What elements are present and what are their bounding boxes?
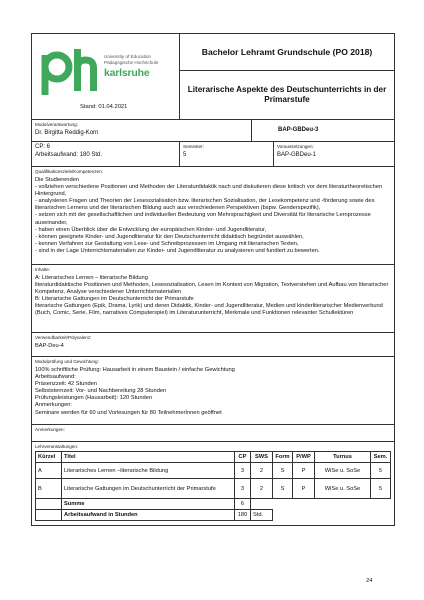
assessment-line: Präsenzzeit: 42 Stunden: [35, 381, 97, 388]
workload-row: [36, 510, 391, 521]
contents-line: A: Literarisches Lernen – literarische Bildung: [35, 275, 148, 281]
workload: Arbeitsaufwand: 180 Std.: [35, 151, 103, 158]
credit-points: CP: 6: [35, 144, 51, 150]
sum-cp: 6: [235, 499, 251, 510]
col-header: Kürzel: [36, 452, 62, 463]
prerequisites-value: BAP-GBDeu-1: [277, 152, 317, 158]
remarks-row: [32, 425, 394, 442]
usability-value: BAP-Deu-4: [35, 343, 64, 349]
page-number: 24: [366, 578, 373, 584]
ph-logo-mark: [38, 46, 100, 98]
table-cell: B: [36, 479, 62, 499]
qualification-text: [35, 177, 391, 255]
workload-label: Arbeitsaufwand in Stunden: [62, 510, 235, 521]
contents-line: literarische Gattungen (Epik, Drama, Lyrik) und deren Didaktik, Kinder- und Jugendliteratur, Medien und kinderliterarischer Medienverbund (Buch, Comic, Serie, Film, narratives Computerspiel) im Literaturunterricht, Merkmale und Funktionen relevanter Schullektüren: [35, 303, 383, 317]
workload-value: 180: [235, 510, 251, 521]
table-cell: 5: [371, 463, 391, 479]
col-header: P/WP: [293, 452, 315, 463]
qualification-line: - vollziehen verschiedene Positionen und Methoden der Literaturdidaktik nach und diskutieren diese kritisch vor dem literaturtheoretischen Hintergrund,: [35, 184, 383, 198]
responsible-row: [32, 120, 394, 142]
responsible-cell: [32, 120, 252, 141]
usability-row: [32, 333, 394, 357]
table-cell: P: [293, 463, 315, 479]
table-cell: 2: [251, 463, 273, 479]
table-cell: 3: [235, 463, 251, 479]
table-cell: 3: [235, 479, 251, 499]
assessment-text: [35, 367, 391, 417]
city-wordmark: karlsruhe: [104, 67, 150, 79]
assessment-row: [32, 357, 394, 425]
responsible-value: Dr. Birgitta Reddig-Korn: [35, 130, 99, 136]
usability-label: Verwendbarkeit/Polyvalenz:: [35, 335, 92, 340]
qualification-line: - analysieren Fragen und Theorien der Lesesozialisation bzw. literarischen Sozialisation, der Lesekompetenz und -förderung sowie des literarischen Lernens und der literarischen Bildung auch aus verschiedenen Perspektiven (bspw. Genderspezifik),: [35, 198, 375, 212]
col-header: Titel: [62, 452, 235, 463]
contents-row: [32, 265, 394, 333]
remarks-label: Anmerkungen:: [35, 427, 65, 432]
contents-line: literaturdidaktische Positionen und Methoden, Lesesozialisation, Lesen im Kontext von Migration, Textverstehen und Aufbau von literarischer Kompetenz, Analyse verschiedener Unterrichtsmaterialien: [35, 282, 389, 296]
prerequisites-cell: [274, 142, 394, 166]
qualification-line: - setzen sich mit der gesellschaftlichen und individuellen Bedeutung von Mehrsprachigkeit und Diversität für literarische Lernprozesse auseinander,: [35, 212, 371, 226]
assessment-line: Arbeitsaufwand:: [35, 374, 76, 381]
responsible-label: Modulverantwortung:: [35, 122, 78, 127]
assessment-line: Selbststernzeit: Vor- und Nachbereitung 28 Stunden: [35, 388, 167, 395]
contents-line: B: Literarische Gattungen im Deutschunterricht der Primarstufe: [35, 296, 194, 303]
table-cell: Literarisches Lernen –literarische Bildung: [62, 463, 235, 479]
table-cell: WiSe u. SoSe: [315, 479, 371, 499]
module-header: [32, 34, 394, 120]
workload-unit: Std.: [251, 510, 273, 521]
col-header: Form: [273, 452, 293, 463]
logo-area: [32, 34, 180, 119]
qualification-line: - kennen Verfahren zur Gestaltung von Lese- und Schreibprozessen im Umgang mit literarischen Texten,: [35, 240, 299, 247]
qualification-line: - haben einen Überblick über die Entwicklung der europäischen Kinder- und Jugendliteratur,: [35, 226, 267, 233]
col-header: Sem.: [371, 452, 391, 463]
table-cell: WiSe u. SoSe: [315, 463, 371, 479]
title-area: [180, 34, 394, 119]
qualification-line: Die Studierenden: [35, 177, 79, 183]
table-cell: 2: [251, 479, 273, 499]
qualification-label: Qualifikationsziele/Kompetenzen:: [35, 169, 103, 174]
table-cell: S: [273, 479, 293, 499]
semester-label: Semester:: [183, 144, 204, 149]
meta-row: [32, 142, 394, 167]
col-header: Turnus: [315, 452, 371, 463]
courses-row: [32, 442, 394, 525]
table-cell: S: [273, 463, 293, 479]
table-cell: A: [36, 463, 62, 479]
qualification-row: [32, 167, 394, 265]
cp-cell: [32, 142, 180, 166]
table-cell: Literarische Gattungen im Deutschunterricht der Primarstufe: [62, 479, 235, 499]
assessment-line: 100% schriftliche Prüfung: Hausarbeit in einem Baustein / einfache Gewichtung: [35, 367, 235, 373]
table-cell: P: [293, 479, 315, 499]
table-row: [36, 463, 391, 479]
prerequisites-label: Voraussetzungen:: [277, 144, 314, 149]
col-header: CP: [235, 452, 251, 463]
table-row: [36, 479, 391, 499]
courses-label: Lehrveranstaltungen:: [35, 444, 79, 449]
module-title: Literarische Aspekte des Deutschunterrichts in der Primarstufe: [187, 85, 387, 104]
qualification-line: - sind in der Lage Unterrichtsmaterialien zur Kinder- und Jugendliteratur zu analysieren und fundiert zu bewerten.: [35, 247, 320, 254]
table-header-row: [36, 452, 391, 463]
module-sheet: [31, 33, 395, 526]
semester-cell: [180, 142, 274, 166]
university-name: University of Education Pädagogische Hochschule: [104, 54, 159, 65]
assessment-label: Modulprüfung und Gewichtung:: [35, 359, 99, 364]
sum-label: Summe: [62, 499, 235, 510]
qualification-line: - können geeignete Kinder- und Jugendliteratur für den Deutschunterricht didaktisch begründet auswählen,: [35, 233, 304, 240]
program-title: Bachelor Lehramt Grundschule (PO 2018): [180, 34, 394, 71]
sum-row: [36, 499, 391, 510]
assessment-line: Anmerkungen:: [35, 402, 72, 409]
module-code: BAP-GBDeu-3: [278, 126, 319, 133]
col-header: SWS: [251, 452, 273, 463]
courses-table: [35, 451, 391, 521]
semester-value: 5: [183, 152, 187, 158]
stand-date: Stand: 01.04.2021: [80, 104, 128, 110]
assessment-line: Seminare werden für 60 und Vorlesungen für 80 TeilnehmerInnen geöffnet: [35, 409, 222, 416]
table-cell: 5: [371, 479, 391, 499]
contents-label: Inhalte:: [35, 267, 51, 272]
contents-text: [35, 275, 391, 318]
assessment-line: Prüfungsleistungen (Hausarbeit): 120 Stunden: [35, 395, 152, 402]
